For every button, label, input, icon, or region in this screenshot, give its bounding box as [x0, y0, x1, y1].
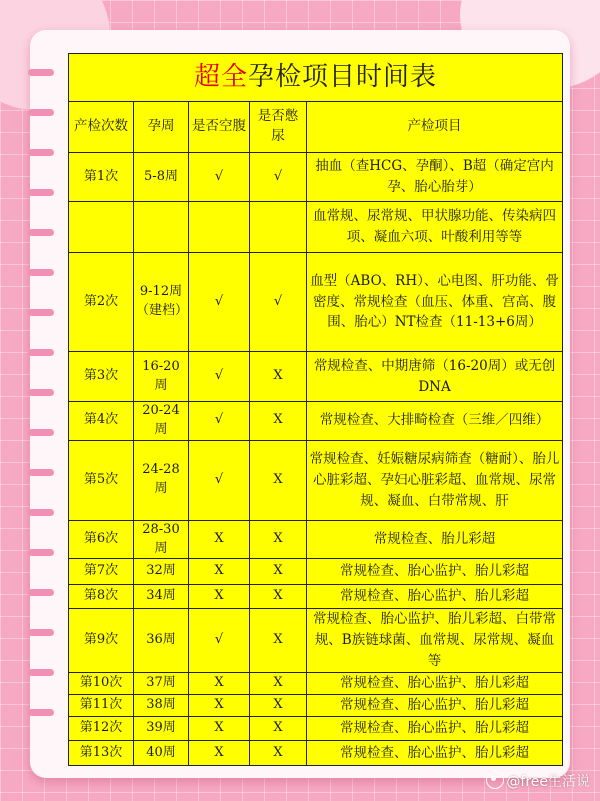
- cell-week: 34周: [134, 585, 189, 609]
- cell-week: 24-28周: [134, 440, 189, 520]
- title-row: [69, 54, 563, 102]
- cell-items: 常规检查、胎心监护、胎儿彩超: [307, 585, 563, 609]
- cell-bladder: X: [250, 609, 307, 673]
- cell-items: 常规检查、胎心监护、胎儿彩超: [307, 717, 563, 741]
- cell-bladder: X: [250, 352, 307, 402]
- cell-week: 9-12周（建档）: [134, 253, 189, 352]
- header-items: 产检项目: [307, 102, 563, 153]
- table-row: [69, 717, 563, 741]
- cell-bladder: X: [250, 559, 307, 585]
- cell-items: 血型（ABO、RH）、心电图、肝功能、骨密度、常规检查（血压、体重、宫高、腹围、胎心）NT检查（11-13+6周）: [307, 253, 563, 352]
- cell-week: 37周: [134, 673, 189, 695]
- title-text: 孕检项目时间表: [248, 61, 438, 92]
- cell-visit: 第13次: [69, 741, 134, 766]
- schedule-table: [68, 53, 563, 766]
- cell-items: 常规检查、胎心监护、胎儿彩超: [307, 695, 563, 717]
- cell-visit: 第7次: [69, 559, 134, 585]
- cell-visit: 第1次: [69, 153, 134, 202]
- page-title: [69, 54, 563, 102]
- header-week: 孕周: [134, 102, 189, 153]
- binding-ring: [28, 149, 54, 156]
- cell-visit: 第11次: [69, 695, 134, 717]
- binding-ring: [28, 349, 54, 356]
- cell-week: 38周: [134, 695, 189, 717]
- cell-week: 20-24周: [134, 402, 189, 441]
- cell-items: 常规检查、胎心监护、胎儿彩超: [307, 673, 563, 695]
- binding-ring: [28, 389, 54, 396]
- cell-bladder: X: [250, 741, 307, 766]
- table-row: [69, 253, 563, 352]
- header-fasting: 是否空腹: [189, 102, 250, 153]
- cell-visit: 第8次: [69, 585, 134, 609]
- table-row: [69, 741, 563, 766]
- cell-items: 常规检查、胎心监护、胎儿彩超: [307, 559, 563, 585]
- cell-items: 常规检查、胎儿彩超: [307, 520, 563, 559]
- cell-fasting: √: [189, 352, 250, 402]
- binding-ring: [28, 669, 54, 676]
- table-row: [69, 402, 563, 441]
- watermark-icon: [486, 771, 504, 789]
- cell-bladder: [250, 202, 307, 253]
- cell-week: 32周: [134, 559, 189, 585]
- cell-fasting: X: [189, 673, 250, 695]
- table-row: [69, 520, 563, 559]
- cell-week: 39周: [134, 717, 189, 741]
- cell-week: 5-8周: [134, 153, 189, 202]
- table-row: [69, 440, 563, 520]
- cell-bladder: X: [250, 585, 307, 609]
- cell-items: 常规检查、中期唐筛（16-20周）或无创DNA: [307, 352, 563, 402]
- cell-items: 常规检查、妊娠糖尿病筛查（糖耐）、胎儿心脏彩超、孕妇心脏彩超、血常规、尿常规、凝血、白带常规、肝: [307, 440, 563, 520]
- cell-bladder: X: [250, 440, 307, 520]
- table-row: [69, 585, 563, 609]
- cell-bladder: √: [250, 153, 307, 202]
- cell-week: [134, 202, 189, 253]
- cell-visit: [69, 202, 134, 253]
- table-row: [69, 695, 563, 717]
- cell-visit: 第6次: [69, 520, 134, 559]
- watermark-text: @free生活说: [506, 774, 590, 790]
- binding-ring: [28, 629, 54, 636]
- cell-items: 血常规、尿常规、甲状腺功能、传染病四项、凝血六项、叶酸利用等等: [307, 202, 563, 253]
- cell-bladder: X: [250, 402, 307, 441]
- cell-fasting: √: [189, 609, 250, 673]
- cell-items: 抽血（查HCG、孕酮）、B超（确定宫内孕、胎心胎芽）: [307, 153, 563, 202]
- cell-fasting: √: [189, 440, 250, 520]
- cell-visit: 第9次: [69, 609, 134, 673]
- cell-week: 40周: [134, 741, 189, 766]
- cell-week: 16-20周: [134, 352, 189, 402]
- cell-fasting: X: [189, 695, 250, 717]
- header-bladder: 是否憋尿: [250, 102, 307, 153]
- cell-visit: 第2次: [69, 253, 134, 352]
- cell-bladder: X: [250, 717, 307, 741]
- table-row: [69, 609, 563, 673]
- table-row: [69, 559, 563, 585]
- cell-fasting: X: [189, 559, 250, 585]
- cell-fasting: X: [189, 520, 250, 559]
- table-row: [69, 202, 563, 253]
- cell-items: 常规检查、大排畸检查（三维／四维）: [307, 402, 563, 441]
- binding-ring: [28, 309, 54, 316]
- binding-ring: [28, 589, 54, 596]
- cell-fasting: X: [189, 741, 250, 766]
- binding-ring: [28, 269, 54, 276]
- cell-visit: 第3次: [69, 352, 134, 402]
- cell-visit: 第12次: [69, 717, 134, 741]
- cell-visit: 第4次: [69, 402, 134, 441]
- header-visit: 产检次数: [69, 102, 134, 153]
- cell-fasting: √: [189, 402, 250, 441]
- cell-items: 常规检查、胎心监护、胎儿彩超: [307, 741, 563, 766]
- binding-ring: [28, 709, 54, 716]
- binding-ring: [28, 229, 54, 236]
- cell-visit: 第5次: [69, 440, 134, 520]
- cell-bladder: √: [250, 253, 307, 352]
- binding-ring: [28, 69, 54, 76]
- cell-bladder: X: [250, 520, 307, 559]
- table-row: [69, 673, 563, 695]
- cell-week: 28-30周: [134, 520, 189, 559]
- cell-fasting: X: [189, 717, 250, 741]
- cell-fasting: √: [189, 153, 250, 202]
- binding-ring: [28, 469, 54, 476]
- binding-ring: [28, 109, 54, 116]
- cell-week: 36周: [134, 609, 189, 673]
- title-highlight: 超全: [194, 61, 249, 92]
- cell-fasting: √: [189, 253, 250, 352]
- header-row: [69, 102, 563, 153]
- binding-ring: [28, 429, 54, 436]
- cell-fasting: X: [189, 585, 250, 609]
- cell-fasting: [189, 202, 250, 253]
- binding-ring: [28, 189, 54, 196]
- watermark: [486, 771, 590, 791]
- binding-ring: [28, 549, 54, 556]
- cell-items: 常规检查、胎心监护、胎儿彩超、白带常规、B族链球菌、血常规、尿常规、凝血等: [307, 609, 563, 673]
- table-row: [69, 352, 563, 402]
- binding-ring: [28, 509, 54, 516]
- cell-visit: 第10次: [69, 673, 134, 695]
- table-row: [69, 153, 563, 202]
- cell-bladder: X: [250, 673, 307, 695]
- cell-bladder: X: [250, 695, 307, 717]
